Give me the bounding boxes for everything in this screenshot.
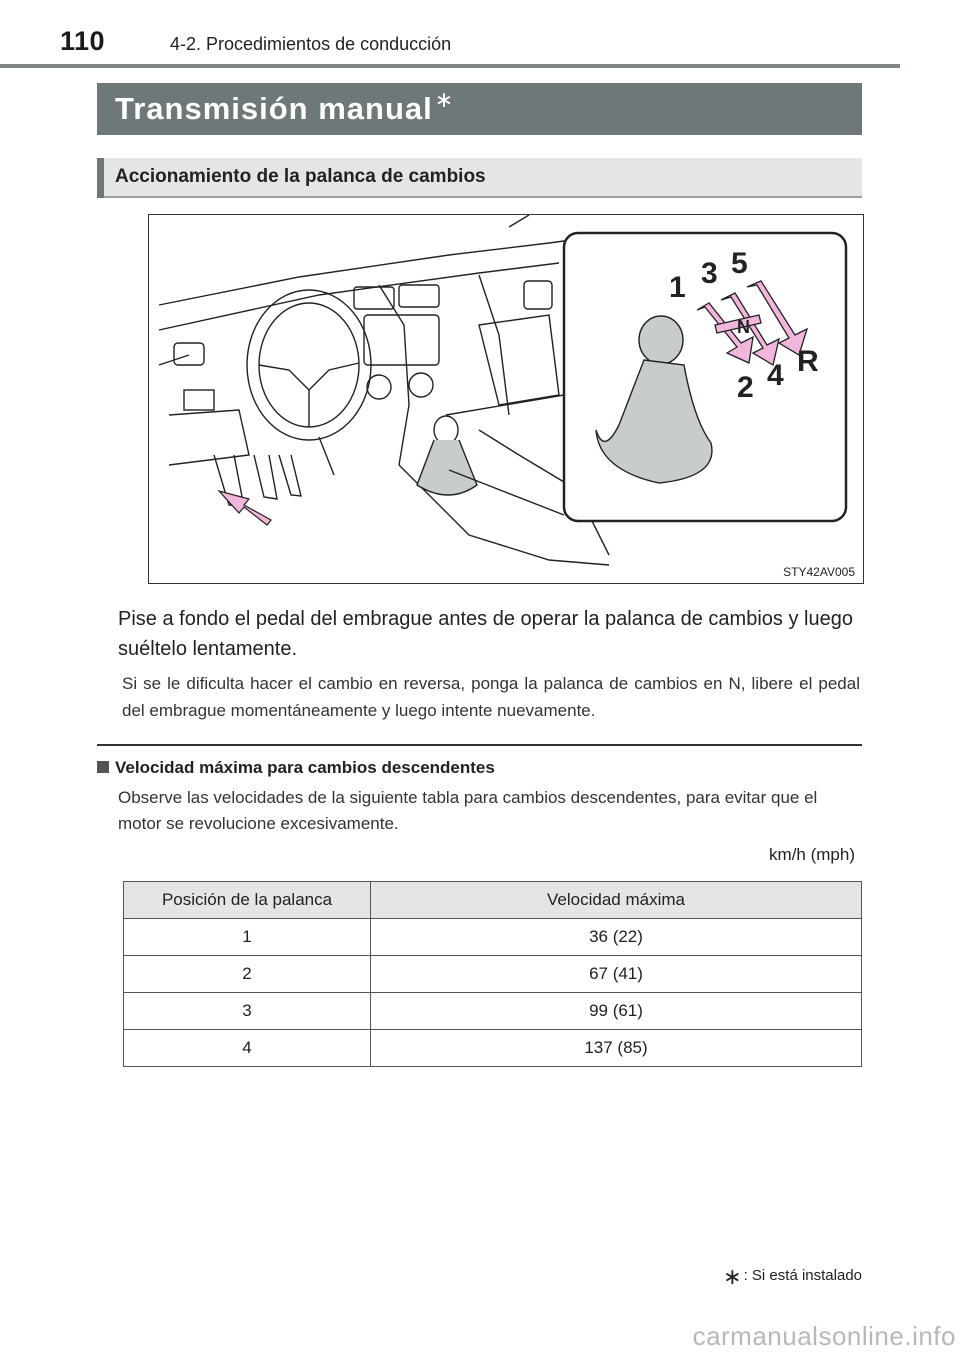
air-vent-right	[399, 285, 439, 307]
gear-position-cell: 3	[124, 993, 371, 1030]
table-header-row	[124, 882, 862, 919]
steering-column	[319, 437, 334, 475]
gear-label-2: 2	[737, 371, 754, 404]
subheading-bar	[97, 158, 862, 198]
gear-shift-illustration	[148, 214, 864, 584]
page-header	[60, 24, 900, 64]
illustration-drawing	[149, 215, 863, 583]
column-header: Velocidad máxima	[371, 882, 862, 919]
cabin-shift-boot	[417, 440, 477, 495]
max-speed-cell: 99 (61)	[371, 993, 862, 1030]
lower-panel	[169, 410, 249, 465]
air-vent-left	[354, 287, 394, 309]
cabin-shift-knob	[434, 416, 458, 444]
footnote-text: : Si está instalado	[743, 1267, 862, 1284]
table-row	[124, 993, 862, 1030]
gear-label-5: 5	[731, 247, 748, 280]
gear-label-n: N	[737, 317, 750, 337]
glovebox	[479, 315, 559, 405]
subheading-accent	[97, 158, 104, 198]
subsection-heading-text: Velocidad máxima para cambios descendentes	[115, 758, 495, 777]
gear-label-3: 3	[701, 257, 718, 290]
callout-line-top	[446, 395, 564, 415]
section-title-text: Transmisión manual	[115, 91, 433, 126]
table-row	[124, 919, 862, 956]
center-stack	[364, 315, 439, 365]
side-vent	[524, 281, 552, 309]
gear-position-cell: 1	[124, 919, 371, 956]
bullet-square-icon	[97, 761, 109, 773]
note-text: Si se le dificulta hacer el cambio en reversa, ponga la palanca de cambios en N, libere el pedal del embrague momentáneamente y luego intente nuevamente.	[122, 674, 860, 720]
max-speed-cell: 67 (41)	[371, 956, 862, 993]
watermark: carmanualsonline.info	[692, 1321, 956, 1351]
section-divider	[97, 744, 862, 746]
optional-mark: ∗	[434, 87, 455, 112]
subsection-heading	[97, 758, 495, 778]
steering-spoke	[259, 363, 359, 390]
footnote	[723, 1260, 862, 1289]
dashboard-top-line	[159, 235, 609, 305]
max-speed-table	[123, 881, 862, 1067]
section-title	[115, 87, 455, 127]
brake-pedal	[254, 455, 277, 499]
unit-label: km/h (mph)	[769, 845, 855, 864]
gear-label-r: R	[797, 345, 819, 378]
column-header: Posición de la palanca	[124, 882, 371, 919]
chapter-title: 4-2. Procedimientos de conducción	[170, 34, 452, 54]
accelerator-pedal	[279, 455, 301, 496]
gear-position-cell: 2	[124, 956, 371, 993]
gear-position-cell: 4	[124, 1030, 371, 1067]
callout-line-bottom	[449, 470, 564, 515]
page-number: 110	[60, 26, 106, 56]
subheading-title: Accionamiento de la palanca de cambios	[115, 166, 486, 187]
instruction-text: Pise a fondo el pedal del embrague antes de operar la palanca de cambios y luego suéltelo lentamente.	[118, 608, 853, 660]
windshield-line	[509, 215, 529, 227]
max-speed-cell: 137 (85)	[371, 1030, 862, 1067]
gear-label-4: 4	[767, 359, 784, 392]
section-title-bar	[97, 83, 862, 135]
gear-label-1: 1	[669, 271, 686, 304]
figure-code: STY42AV005	[783, 565, 855, 579]
left-vent	[174, 343, 204, 365]
shift-knob	[639, 316, 683, 364]
table-row	[124, 956, 862, 993]
subsection-body: Observe las velocidades de la siguiente tabla para cambios descendentes, para evitar que el motor se revolucione excesivamente.	[118, 788, 818, 833]
footnote-mark: ∗	[723, 1264, 742, 1289]
console-edge	[379, 285, 409, 465]
knob-right	[409, 373, 433, 397]
header-divider	[0, 64, 900, 68]
table-row	[124, 1030, 862, 1067]
max-speed-cell: 36 (22)	[371, 919, 862, 956]
switch-panel	[184, 390, 214, 410]
